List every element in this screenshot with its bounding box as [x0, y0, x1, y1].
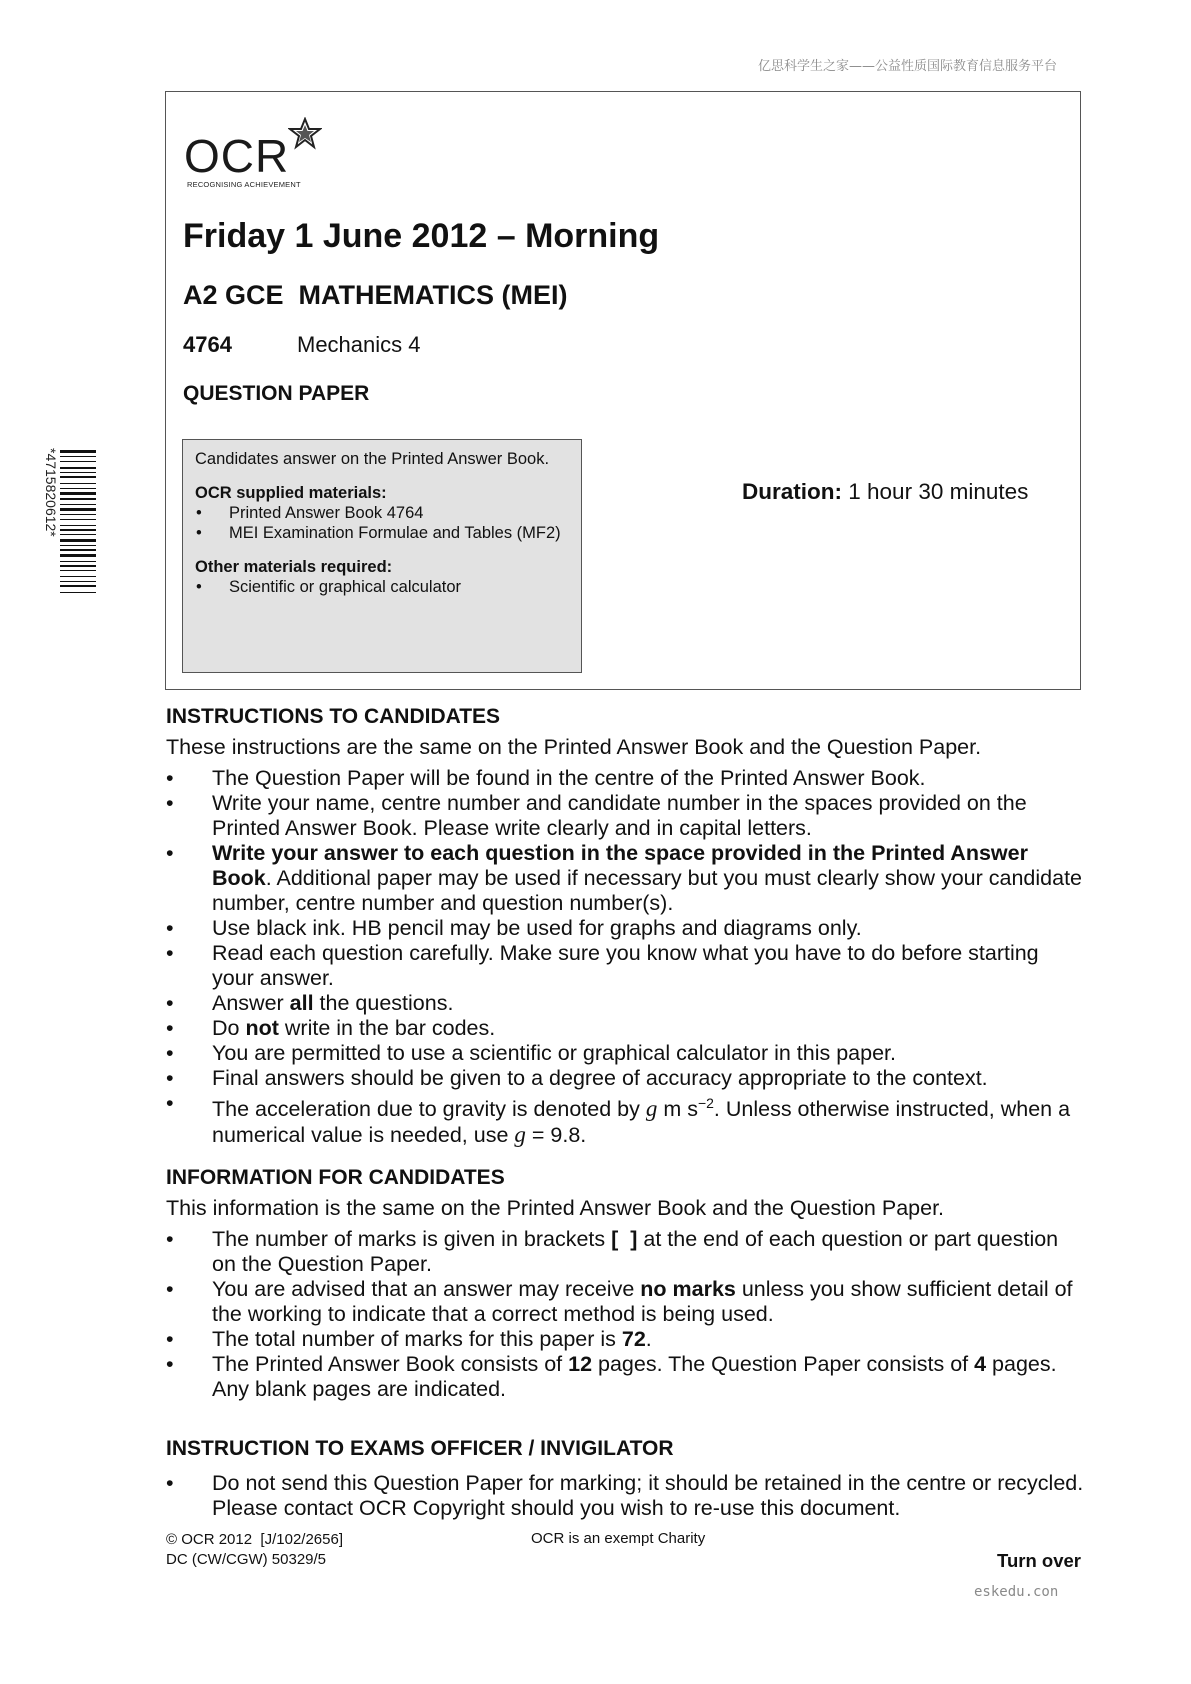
footer-left [166, 1530, 343, 1570]
list-item: • The Question Paper will be found in the centre of the Printed Answer Book. [166, 766, 1086, 791]
duration [742, 479, 1028, 505]
officer-heading: INSTRUCTION TO EXAMS OFFICER / INVIGILATOR [166, 1437, 674, 1460]
watermark-top: 亿思科学生之家——公益性质国际教育信息服务平台 [757, 59, 1057, 74]
barcode-graphic [38, 448, 98, 678]
other-materials-heading: Other materials required: [195, 558, 393, 576]
exam-date: Friday 1 June 2012 – Morning [183, 217, 660, 255]
instructions-list [166, 766, 1086, 1148]
list-item: • Answer all the questions. [166, 991, 1086, 1016]
charity-note: OCR is an exempt Charity [531, 1530, 706, 1547]
materials-box [182, 439, 582, 673]
turn-over: Turn over [997, 1550, 1081, 1571]
duration-value: 1 hour 30 minutes [848, 479, 1029, 504]
list-item: • You are permitted to use a scientific or graphical calculator in this paper. [166, 1041, 1086, 1066]
instructions-heading: INSTRUCTIONS TO CANDIDATES [166, 705, 501, 728]
list-item: • Final answers should be given to a degree of accuracy appropriate to the context. [166, 1066, 1086, 1091]
copyright-text: © OCR 2012 [J/102/2656] [166, 1531, 343, 1548]
barcode-text: *4715820612* [43, 448, 59, 537]
list-item: • Write your name, centre number and candidate number in the spaces provided on the Printed Answer Book. Please write clearly and in capital letters. [166, 791, 1086, 841]
supplied-material-item: • MEI Examination Formulae and Tables (MF2) [195, 523, 581, 543]
materials-intro: Candidates answer on the Printed Answer Book. [195, 450, 550, 468]
logo-tagline: RECOGNISING ACHIEVEMENT [187, 180, 301, 189]
information-heading: INFORMATION FOR CANDIDATES [166, 1166, 505, 1189]
information-list [166, 1227, 1086, 1402]
officer-list [166, 1471, 1086, 1521]
ocr-logo [184, 117, 344, 189]
instructions-intro: These instructions are the same on the Printed Answer Book and the Question Paper. [166, 735, 982, 759]
duration-label: Duration: [742, 479, 842, 504]
list-item: • You are advised that an answer may receive no marks unless you show sufficient detail of the working to indicate that a correct method is being used. [166, 1277, 1086, 1327]
list-item: • The total number of marks for this paper is 72. [166, 1327, 1086, 1352]
supplied-material-item: • Printed Answer Book 4764 [195, 503, 581, 523]
list-item: • Do not write in the bar codes. [166, 1016, 1086, 1041]
logo-wordmark: OCR [184, 130, 290, 182]
list-item: • The Printed Answer Book consists of 12 pages. The Question Paper consists of 4 pages. Any blank pages are indicated. [166, 1352, 1086, 1402]
list-item: • Read each question carefully. Make sure you know what you have to do before starting your answer. [166, 941, 1086, 991]
list-item: • Use black ink. HB pencil may be used for graphs and diagrams only. [166, 916, 1086, 941]
paper-type: QUESTION PAPER [183, 382, 370, 405]
cover-frame [165, 91, 1081, 690]
exam-title: Mechanics 4 [297, 332, 421, 357]
exam-qualification: A2 GCE MATHEMATICS (MEI) [183, 280, 568, 310]
information-intro: This information is the same on the Printed Answer Book and the Question Paper. [166, 1196, 945, 1220]
exam-code: 4764 [183, 332, 232, 357]
barcode [38, 448, 98, 678]
list-item: • The acceleration due to gravity is denoted by g m $s^{-2}$. Unless otherwise instructed, when a numerical value is needed, use g = 9.8. [166, 1091, 1086, 1148]
supplied-materials-heading: OCR supplied materials: [195, 484, 387, 502]
other-material-item: • Scientific or graphical calculator [195, 577, 581, 597]
star-icon [288, 117, 322, 151]
list-item: • The number of marks is given in brackets [ ] at the end of each question or part question on the Question Paper. [166, 1227, 1086, 1277]
list-item: • Do not send this Question Paper for marking; it should be retained in the centre or recycled. Please contact OCR Copyright should you wish to re-use this document. [166, 1471, 1086, 1521]
document-ref: DC (CW/CGW) 50329/5 [166, 1551, 327, 1568]
list-item: • Write your answer to each question in the space provided in the Printed Answer Book. Additional paper may be used if necessary but you must clearly show your candidate number, centre number and question number(s). [166, 841, 1086, 916]
watermark-bottom: eskedu.con [974, 1584, 1059, 1600]
